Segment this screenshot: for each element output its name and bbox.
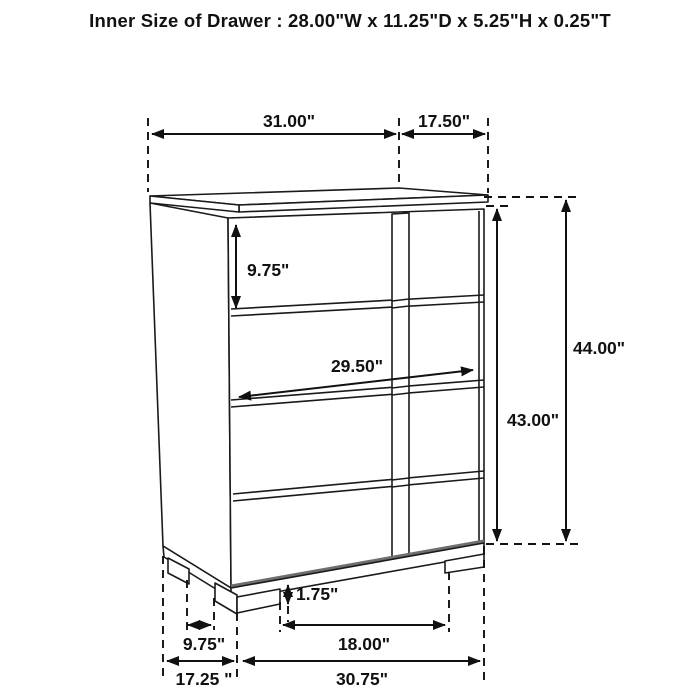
label-case-height: 43.00" (507, 410, 560, 430)
label-front-leg-spacing: 18.00" (337, 634, 391, 654)
label-base-rail-height: 1.75" (296, 584, 339, 604)
label-side-leg-spacing: 9.75" (182, 634, 226, 654)
side-panel (150, 203, 235, 588)
label-base-width: 30.75" (335, 669, 389, 689)
label-top-width: 31.00" (262, 111, 316, 131)
label-drawer-front-width: 29.50" (330, 356, 384, 376)
label-overall-height: 44.00" (573, 338, 626, 358)
label-base-depth: 17.25 " (175, 669, 233, 689)
label-top-depth: 17.50" (417, 111, 471, 131)
page-title: Inner Size of Drawer : 28.00"W x 11.25"D x 5.25"H x 0.25"T (89, 10, 611, 31)
vertical-trim-strip (392, 213, 409, 559)
label-top-drawer-height: 9.75" (247, 260, 290, 280)
